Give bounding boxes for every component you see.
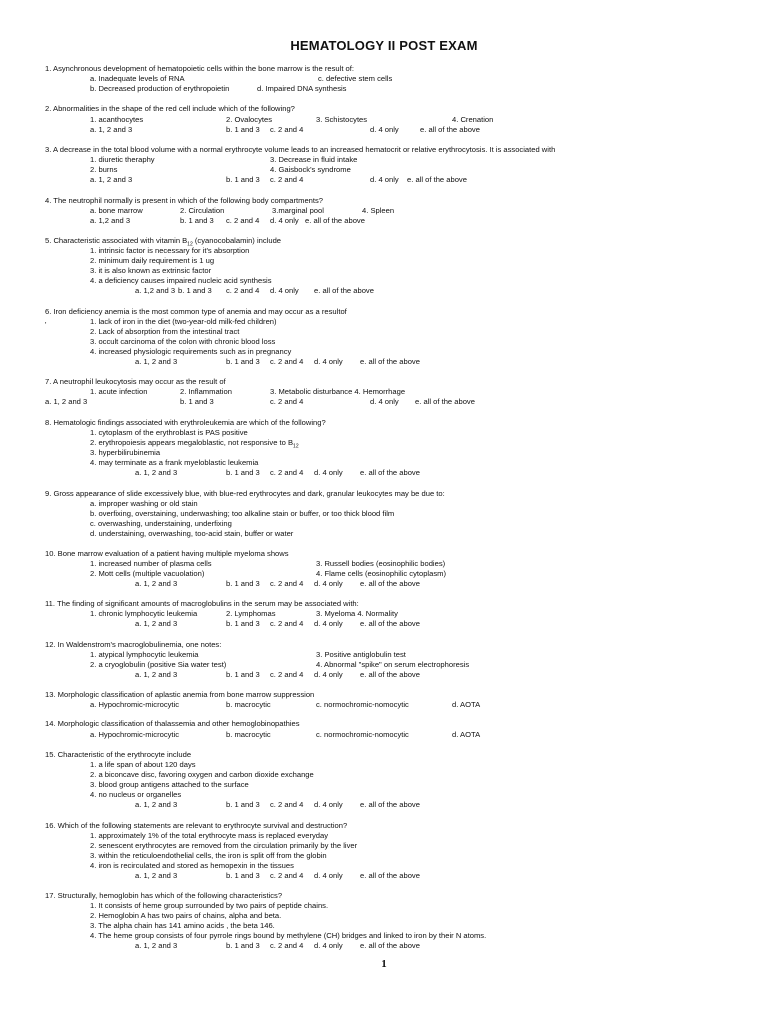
question-16-stem: 16. Which of the following statements are relevant to erythrocyte survival and destruction?: [45, 821, 348, 830]
q11-choice-d: d. 4 only: [314, 619, 343, 628]
q15-choice-a: a. 1, 2 and 3: [135, 800, 178, 809]
q7-choice-b: b. 1 and 3: [180, 397, 214, 406]
q2-choice-a: a. 1, 2 and 3: [90, 125, 133, 134]
q3-choice-b: b. 1 and 3: [226, 175, 260, 184]
q6-choice-d: d. 4 only: [314, 357, 343, 366]
q14-option-c: c. normochromic-nomocytic: [316, 730, 409, 739]
q15-item-2: 2. a biconcave disc, favoring oxygen and carbon dioxide exchange: [90, 770, 314, 779]
q15-item-3: 3. blood group antigens attached to the surface: [90, 780, 249, 789]
q6-choice-c: c. 2 and 4: [270, 357, 304, 366]
question-7-stem: 7. A neutrophil leukocytosis may occur as the result of: [45, 377, 226, 386]
q3-choice-d: d. 4 only: [370, 175, 399, 184]
q16-item-2: 2. senescent erythrocytes are removed from the circulation primarily by the liver: [90, 841, 358, 850]
question-3-stem: 3. A decrease in the total blood volume with a normal erythrocyte volume leads to an increased hematocrit or relative erythrocytosis. It is associated with: [45, 145, 556, 154]
question-6-stem: 6. Iron deficiency anemia is the most common type of anemia and may occur as a resultof: [45, 307, 347, 316]
q5-choice-e: e. all of the above: [314, 286, 374, 295]
q5-item-3: 3. it is also known as extrinsic factor: [90, 266, 212, 275]
q5-choice-a: a. 1,2 and 3: [135, 286, 176, 295]
q4-item-2: 2. Circulation: [180, 206, 225, 215]
q12-item-4: 4. Abnormal "spike" on serum electrophoresis: [316, 660, 470, 669]
q12-item-3: 3. Positive antiglobulin test: [316, 650, 406, 659]
q11-item-1: 1. chronic lymphocytic leukemia: [90, 609, 198, 618]
q12-choice-e: e. all of the above: [360, 670, 420, 679]
q11-choice-b: b. 1 and 3: [226, 619, 260, 628]
question-2-stem: 2. Abnormalities in the shape of the red cell include which of the following?: [45, 104, 295, 113]
q13-option-b: b. macrocytic: [226, 700, 271, 709]
question-1-stem: 1. Asynchronous development of hematopoietic cells within the bone marrow is the result of:: [45, 64, 354, 73]
q7-choice-a: a. 1, 2 and 3: [45, 397, 88, 406]
q2-choice-d: d. 4 only: [370, 125, 399, 134]
q11-choice-c: c. 2 and 4: [270, 619, 304, 628]
q15-choice-e: e. all of the above: [360, 800, 420, 809]
q6-choice-a: a. 1, 2 and 3: [135, 357, 178, 366]
q4-item-3: 3.marginal pool: [272, 206, 324, 215]
q9-option-b: b. overfixing, overstaining, underwashing; too alkaline stain or buffer, or too thick blood film: [90, 509, 395, 518]
q6-item-4: 4. increased physiologic requirements such as in pregnancy: [90, 347, 292, 356]
q14-option-b: b. macrocytic: [226, 730, 271, 739]
q11-choice-e: e. all of the above: [360, 619, 420, 628]
q8-choice-a: a. 1, 2 and 3: [135, 468, 178, 477]
q16-item-3: 3. within the reticuloendothelial cells, the iron is split off from the globin: [90, 851, 327, 860]
q16-choice-b: b. 1 and 3: [226, 871, 260, 880]
q11-item-2: 2. Lymphomas: [226, 609, 276, 618]
q9-option-a: a. improper washing or old stain: [90, 499, 198, 508]
q16-choice-e: e. all of the above: [360, 871, 420, 880]
q10-choice-d: d. 4 only: [314, 579, 343, 588]
stray-mark: ': [45, 320, 47, 329]
exam-title: HEMATOLOGY II POST EXAM: [290, 38, 478, 53]
q6-item-2: 2. Lack of absorption from the intestinal tract: [90, 327, 240, 336]
q12-item-1: 1. atypical lymphocytic leukemia: [90, 650, 199, 659]
q4-item-4: 4. Spleen: [362, 206, 395, 215]
q8-item-2-subscript: 12: [293, 443, 299, 450]
q16-item-4: 4. iron is recirculated and stored as hemopexin in the tissues: [90, 861, 294, 870]
q6-item-3: 3. occult carcinoma of the colon with chronic blood loss: [90, 337, 276, 346]
q5-stem-subscript: 12: [187, 241, 193, 248]
q10-item-1: 1. increased number of plasma cells: [90, 559, 212, 568]
q9-option-d: d. understaining, overwashing, too-acid stain, buffer or water: [90, 529, 294, 538]
q13-option-a: a. Hypochromic-microcytic: [90, 700, 180, 709]
q10-choice-a: a. 1, 2 and 3: [135, 579, 178, 588]
q17-item-4: 4. The heme group consists of four pyrrole rings bound by methylene (CH) bridges and linked to iron by their N atoms.: [90, 931, 487, 940]
q3-item-2: 2. burns: [90, 165, 118, 174]
q1-option-d: d. Impaired DNA synthesis: [257, 84, 347, 93]
q8-choice-d: d. 4 only: [314, 468, 343, 477]
q3-item-1: 1. diuretic theraphy: [90, 155, 155, 164]
q7-item-3: 3. Metabolic disturbance 4. Hemorrhage: [270, 387, 406, 396]
q15-choice-c: c. 2 and 4: [270, 800, 304, 809]
q1-option-a: a. Inadequate levels of RNA: [90, 74, 185, 83]
q8-item-3: 3. hyperbilirubinemia: [90, 448, 161, 457]
q5-stem-tail: (cyanocobalamin) include: [192, 236, 282, 245]
question-15-stem: 15. Characteristic of the erythrocyte include: [45, 750, 192, 759]
q5-item-2: 2. minimum daily requirement is 1 ug: [90, 256, 215, 265]
q7-item-2: 2. Inflammation: [180, 387, 232, 396]
question-4-stem: 4. The neutrophil normally is present in which of the following body compartments?: [45, 196, 324, 205]
q10-choice-b: b. 1 and 3: [226, 579, 260, 588]
q8-item-1: 1. cytoplasm of the erythroblast is PAS positive: [90, 428, 248, 437]
q3-choice-e: e. all of the above: [407, 175, 467, 184]
q6-choice-e: e. all of the above: [360, 357, 420, 366]
q12-choice-d: d. 4 only: [314, 670, 343, 679]
q11-item-3: 3. Myeloma 4. Normality: [316, 609, 398, 618]
q15-item-1: 1. a life span of about 120 days: [90, 760, 196, 769]
q3-item-3: 3. Decrease in fluid intake: [270, 155, 358, 164]
q4-item-1: a. bone marrow: [90, 206, 143, 215]
page-number: 1: [381, 958, 387, 970]
q1-option-c: c. defective stem cells: [318, 74, 393, 83]
q3-choice-c: c. 2 and 4: [270, 175, 304, 184]
q2-choice-e: e. all of the above: [420, 125, 480, 134]
question-10-stem: 10. Bone marrow evaluation of a patient having multiple myeloma shows: [45, 549, 289, 558]
q5-choice-b: b. 1 and 3: [178, 286, 212, 295]
q9-option-c: c. overwashing, understaining, underfixing: [90, 519, 232, 528]
q2-item-2: 2. Ovalocytes: [226, 115, 273, 124]
q16-choice-a: a. 1, 2 and 3: [135, 871, 178, 880]
q15-choice-d: d. 4 only: [314, 800, 343, 809]
q8-choice-c: c. 2 and 4: [270, 468, 304, 477]
q2-item-3: 3. Schistocytes: [316, 115, 368, 124]
q5-choice-c: c. 2 and 4: [226, 286, 260, 295]
q4-choice-c: c. 2 and 4: [226, 216, 260, 225]
q17-item-3: 3. The alpha chain has 141 amino acids , the beta 146.: [90, 921, 275, 930]
q7-choice-e: e. all of the above: [415, 397, 475, 406]
q8-choice-e: e. all of the above: [360, 468, 420, 477]
q4-choice-d: d. 4 only: [270, 216, 299, 225]
q16-item-1: 1. approximately 1% of the total erythrocyte mass is replaced everyday: [90, 831, 329, 840]
q10-choice-c: c. 2 and 4: [270, 579, 304, 588]
q6-choice-b: b. 1 and 3: [226, 357, 260, 366]
q7-choice-d: d. 4 only: [370, 397, 399, 406]
q2-item-1: 1. acanthocytes: [90, 115, 144, 124]
question-8-stem: 8. Hematologic findings associated with erythroleukemia are which of the following?: [45, 418, 326, 427]
q4-choice-e: e. all of the above: [305, 216, 365, 225]
q5-choice-d: d. 4 only: [270, 286, 299, 295]
q10-item-4: 4. Flame cells (eosinophilic cytoplasm): [316, 569, 446, 578]
q1-option-b: b. Decreased production of erythropoietin: [90, 84, 230, 93]
q17-choice-c: c. 2 and 4: [270, 941, 304, 950]
q17-choice-e: e. all of the above: [360, 941, 420, 950]
q14-option-d: d. AOTA: [452, 730, 481, 739]
question-11-stem: 11. The finding of significant amounts of macroglobulins in the serum may be associated with:: [45, 599, 359, 608]
q7-item-1: 1. acute infection: [90, 387, 148, 396]
q2-item-4: 4. Crenation: [452, 115, 494, 124]
q5-stem-text: 5. Characteristic associated with vitamin B: [45, 236, 188, 245]
q17-choice-d: d. 4 only: [314, 941, 343, 950]
q12-choice-b: b. 1 and 3: [226, 670, 260, 679]
q2-choice-c: c. 2 and 4: [270, 125, 304, 134]
q6-item-1: 1. lack of iron in the diet (two-year-old milk-fed children): [90, 317, 277, 326]
q8-choice-b: b. 1 and 3: [226, 468, 260, 477]
q14-option-a: a. Hypochromic-microcytic: [90, 730, 180, 739]
question-17-stem: 17. Structurally, hemoglobin has which of the following characteristics?: [45, 891, 283, 900]
q16-choice-d: d. 4 only: [314, 871, 343, 880]
q10-item-2: 2. Mott cells (multiple vacuolation): [90, 569, 205, 578]
q10-choice-e: e. all of the above: [360, 579, 420, 588]
q12-choice-a: a. 1, 2 and 3: [135, 670, 178, 679]
question-13-stem: 13. Morphologic classification of aplastic anemia from bone marrow suppression: [45, 690, 315, 699]
q12-item-2: 2. a cryoglobulin (positive Sia water test): [90, 660, 227, 669]
q10-item-3: 3. Russell bodies (eosinophilic bodies): [316, 559, 446, 568]
question-12-stem: 12. In Waldenstrom's macroglobulinemia, one notes:: [45, 640, 222, 649]
q2-choice-b: b. 1 and 3: [226, 125, 260, 134]
q11-choice-a: a. 1, 2 and 3: [135, 619, 178, 628]
q12-choice-c: c. 2 and 4: [270, 670, 304, 679]
q16-choice-c: c. 2 and 4: [270, 871, 304, 880]
q4-choice-a: a. 1,2 and 3: [90, 216, 131, 225]
q15-item-4: 4. no nucleus or organelles: [90, 790, 182, 799]
q8-item-4: 4. may terminate as a frank myeloblastic leukemia: [90, 458, 259, 467]
question-14-stem: 14. Morphologic classification of thalassemia and other hemoglobinopathies: [45, 719, 300, 728]
q3-choice-a: a. 1, 2 and 3: [90, 175, 133, 184]
q13-option-c: c. normochromic-nomocytic: [316, 700, 409, 709]
q17-choice-b: b. 1 and 3: [226, 941, 260, 950]
question-9-stem: 9. Gross appearance of slide excessively blue, with blue-red erythrocytes and dark, granular leukocytes may be due to:: [45, 489, 445, 498]
q17-item-1: 1. It consists of heme group surrounded by two pairs of peptide chains.: [90, 901, 329, 910]
q7-choice-c: c. 2 and 4: [270, 397, 304, 406]
q17-choice-a: a. 1, 2 and 3: [135, 941, 178, 950]
q17-item-2: 2. Hemoglobin A has two pairs of chains, alpha and beta.: [90, 911, 282, 920]
q3-item-4: 4. Gaisbock's syndrome: [270, 165, 351, 174]
q5-item-1: 1. intrinsic factor is necessary for it's absorption: [90, 246, 250, 255]
q8-item-2-text: 2. erythropoiesis appears megaloblastic, not responsive to B: [90, 438, 294, 447]
q4-choice-b: b. 1 and 3: [180, 216, 214, 225]
q13-option-d: d. AOTA: [452, 700, 481, 709]
q15-choice-b: b. 1 and 3: [226, 800, 260, 809]
q5-item-4: 4. a deficiency causes impaired nucleic acid synthesis: [90, 276, 272, 285]
